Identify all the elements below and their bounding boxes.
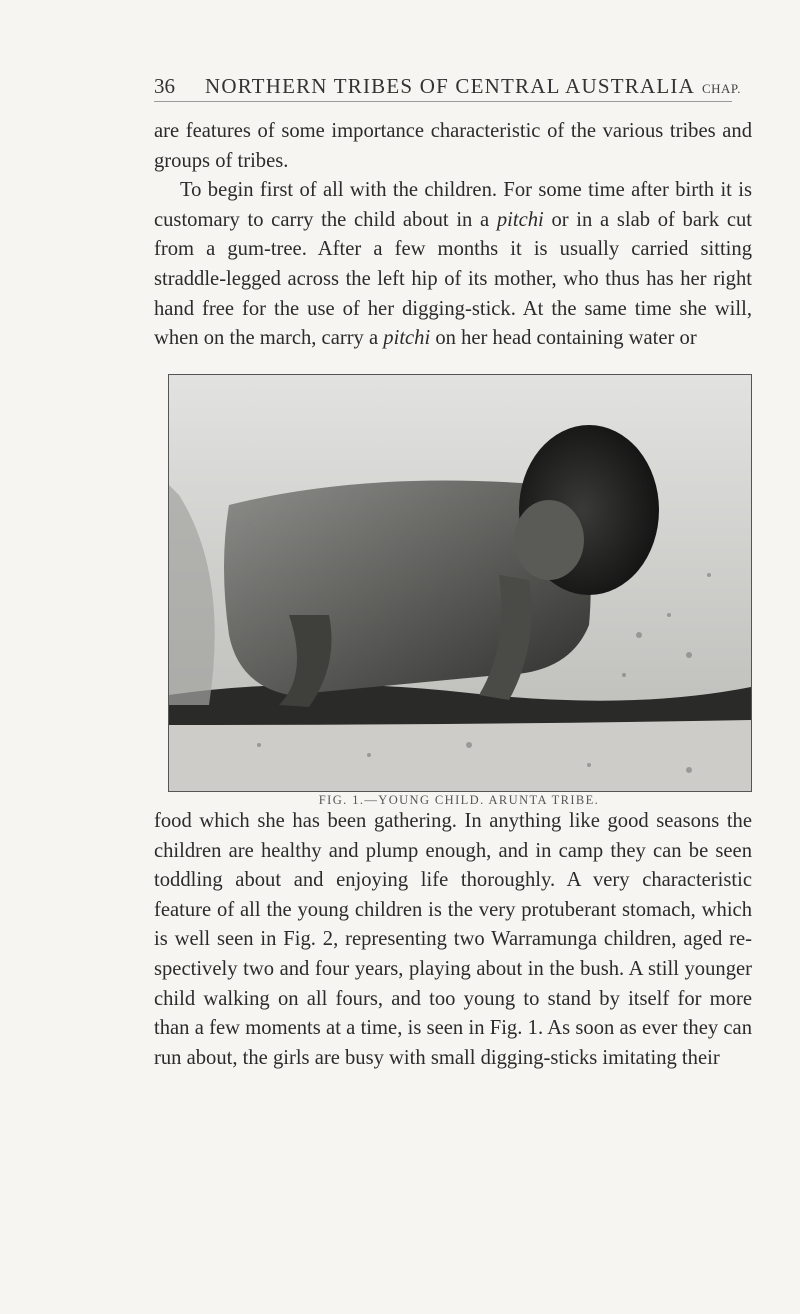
paragraph-top-text-c: on her head containing water or: [430, 327, 697, 350]
running-title: NORTHERN TRIBES OF CENTRAL AUSTRALIA: [205, 74, 695, 98]
header-rule: [154, 101, 732, 102]
paragraph-top-continuation: are features of some importance characteristic of the various tribes and groups of tribes.: [154, 120, 752, 172]
paragraph-top-text-a: To begin first of all with the children. For some time after birth it is customary to carry the child about in a: [154, 179, 752, 231]
italic-term-pitchi-2: pitchi: [383, 327, 431, 350]
italic-term-pitchi: pitchi: [496, 208, 544, 231]
figure-photo-young-child: [168, 374, 752, 792]
paragraph-top-text-b: or in a slab of bark cut from a gum-tree. After a few months it is usually carried sitting straddle-legged across the left hip of its mother, who thus has her right hand free for the use of her digging-stick. At the same time she will, when on the march, carry a: [154, 208, 752, 350]
running-header: [154, 74, 741, 99]
photo-illustration: [169, 375, 751, 791]
paragraph-bottom: food which she has been gathering. In anything like good seasons the children are healthy and plump enough, and in camp they can be seen toddling about and enjoying life thoroughly. A very characteristic feature of all the young children is the very protuberant stomach, which is well seen in Fig. 2, representing two Warramunga children, aged re-spectively two and four years, playing about in the bush. A still younger child walking on all fours, and too young to stand by itself for more than a few moments at a time, is seen in Fig. 1. As soon as ever they can run about, the girls are busy with small digging-sticks imitating their: [154, 810, 752, 1069]
page-number: 36: [154, 74, 175, 98]
chapter-abbrev: CHAP.: [701, 81, 741, 96]
paragraph-top: [154, 117, 752, 354]
figure-caption: FIG. 1.—YOUNG CHILD. ARUNTA TRIBE.: [318, 793, 600, 807]
